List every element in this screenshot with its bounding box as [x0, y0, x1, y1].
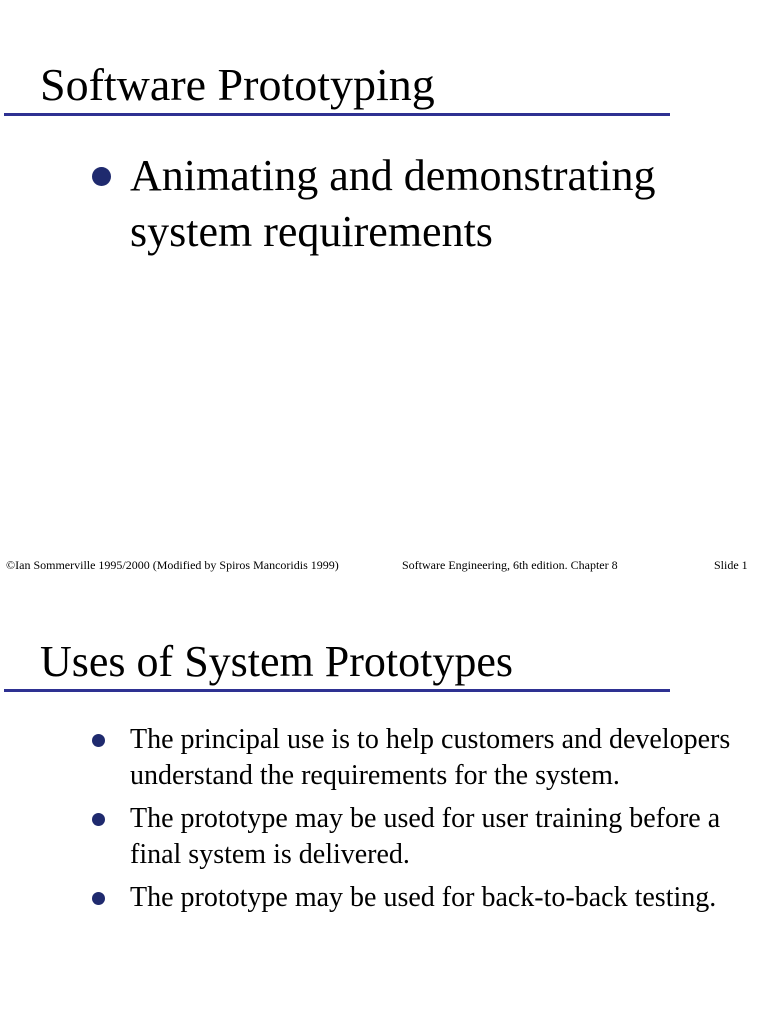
bullet-dot-icon — [92, 892, 105, 905]
bullet-text: Animating and demonstrating system requirements — [130, 151, 656, 256]
bullet-dot-icon — [92, 167, 111, 186]
bullet-text: The prototype may be used for back-to-back testing. — [130, 882, 717, 913]
title-underline — [4, 689, 670, 692]
bullet-dot-icon — [92, 813, 105, 826]
bullet-list — [92, 722, 752, 923]
bullet-list — [92, 148, 752, 260]
bullet-item — [92, 148, 752, 260]
bullet-item — [92, 801, 752, 873]
bullet-item — [92, 880, 752, 916]
footer-slide-number: Slide 1 — [714, 558, 748, 572]
slide-title: Software Prototyping — [40, 59, 435, 110]
slide-footer — [0, 557, 768, 573]
bullet-dot-icon — [92, 734, 105, 747]
bullet-item — [92, 722, 752, 794]
bullet-text: The prototype may be used for user training before a final system is delivered. — [130, 803, 721, 870]
slide-uses-of-system-prototypes — [0, 580, 768, 1024]
bullet-text: The principal use is to help customers and developers understand the requirements for the system. — [130, 724, 731, 791]
footer-book-reference: Software Engineering, 6th edition. Chapter 8 — [402, 558, 618, 572]
footer-copyright: ©Ian Sommerville 1995/2000 (Modified by Spiros Mancoridis 1999) — [6, 558, 339, 572]
slide-title: Uses of System Prototypes — [40, 637, 513, 686]
title-underline — [4, 113, 670, 116]
